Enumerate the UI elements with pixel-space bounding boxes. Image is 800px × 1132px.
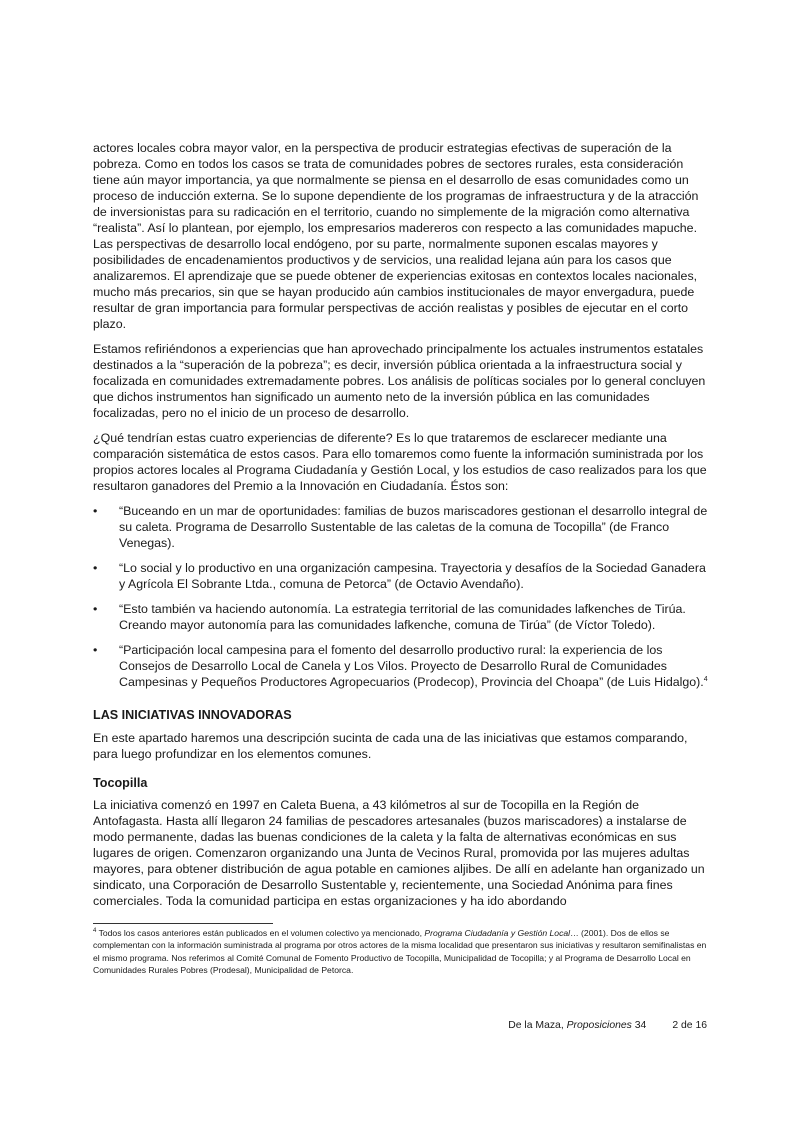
list-item-text: “Esto también va haciendo autonomía. La estrategia territorial de las comunidades lafkenches de Tirúa. Creando mayor autonomía para las comunidades lafkenche, comuna de Tirúa” (de Víctor Toledo).: [119, 602, 686, 632]
list-item-text: “Buceando en un mar de oportunidades: familias de buzos mariscadores gestionan el desarrollo integral de su caleta. Programa de Desarrollo Sustentable de las caletas de la comuna de Tocopilla” (de Franco Venegas).: [119, 504, 708, 550]
bullet-icon: •: [93, 643, 98, 657]
bullet-icon: •: [93, 602, 98, 616]
paragraph-2: Estamos refiriéndonos a experiencias que han aprovechado principalmente los actuales instrumentos estatales destinados a la “superación de la pobreza”; es decir, inversión pública orientada a la infraestructura social y focalizada en comunidades extremadamente pobres. Los análisis de políticas sociales por lo general concluyen que dichos instrumentos han significado un aumento neto de la inversión pública en las comunidades focalizadas, pero no el inicio de un proceso de desarrollo.: [93, 342, 706, 420]
footer-issue: 34: [631, 1020, 647, 1031]
paragraph-5: La iniciativa comenzó en 1997 en Caleta Buena, a 43 kilómetros al sur de Tocopilla en la Región de Antofagasta. Hasta allí llegaron 24 familias de pescadores artesanales (buzos mariscadores) a instalarse de modo permanente, dadas las buenas condiciones de la caleta y la falta de alternativas económicas en sus lugares de origen. Comenzaron organizando una Junta de Vecinos Rural, promovida por las mujeres adultas mayores, para obtener distribución de agua potable en camiones aljibes. De allí en adelante han organizado un sindicato, una Corporación de Desarrollo Sustentable y, recientemente, una Sociedad Anónima para fines comerciales. Toda la comunidad participa en estas organizaciones y ha ido abordando: [93, 798, 705, 908]
paragraph-4: En este apartado haremos una descripción sucinta de cada una de las iniciativas que estamos comparando, para luego profundizar en los elementos comunes.: [93, 731, 688, 761]
list-item-text: “Lo social y lo productivo en una organización campesina. Trayectoria y desafíos de la Sociedad Ganadera y Agrícola El Sobrante Ltda., comuna de Petorca” (de Octavio Avendaño).: [119, 561, 706, 591]
paragraph-1: actores locales cobra mayor valor, en la perspectiva de producir estrategias efectivas de superación de la pobreza. Como en todos los casos se trata de comunidades pobres de sectores rurales, esta consideración tiene aún mayor importancia, ya que normalmente se piensa en el desarrollo de esas comunidades como un proceso de inducción externa. Se lo supone dependiente de los programas de infraestructura y de la atracción de inversionistas para su radicación en el territorio, cuando no simplemente de la migración como alternativa “realista”. Así lo plantean, por ejemplo, los empresarios madereros con respecto a las comunidades mapuche. Las perspectivas de desarrollo local endógeno, por su parte, normalmente suponen escalas mayores y posibilidades de encadenamientos productivos y de servicios, una realidad lejana aún para los casos que analizaremos. El aprendizaje que se puede obtener de experiencias exitosas en contextos locales nacionales, mucho más precarios, sin que se hayan producido aún cambios institucionales de mayor envergadura, puede resultar de gran importancia para formular perspectivas de acción realistas y posibles de ejecutar en el corto plazo.: [93, 141, 699, 331]
footnote-text-pre: Todos los casos anteriores están publicados en el volumen colectivo ya mencionado,: [96, 928, 425, 938]
case-list: [93, 503, 711, 690]
footnote-number: 4: [93, 928, 97, 935]
footnote-reference[interactable]: 4: [703, 675, 708, 683]
page-number: 2 de 16: [672, 1020, 707, 1031]
footnote-separator: [93, 923, 273, 924]
bullet-icon: •: [93, 504, 98, 518]
footnote-title: Programa Ciudadanía y Gestión Local: [424, 928, 571, 938]
document-body: [93, 140, 711, 918]
page-footer: [0, 1020, 707, 1031]
bullet-icon: •: [93, 561, 98, 575]
list-item: [93, 560, 711, 592]
section-heading: LAS INICIATIVAS INNOVADORAS: [93, 708, 292, 722]
footnote: [93, 927, 713, 976]
list-item: [93, 642, 711, 690]
footnote-text-post: … (2001). Dos de ellos se complementan con la información suministrada al programa por otros actores de la misma localidad que presentaron sus iniciativas y resultaron semifinalistas en el mismo programa. Nos referimos al Comité Comunal de Fomento Productivo de Tocopilla, Municipalidad de Tocopilla; y al Programa de Desarrollo Local en Comunidades Rurales Pobres (Prodesal), Municipalidad de Petorca.: [93, 928, 707, 975]
paragraph-3: ¿Qué tendrían estas cuatro experiencias de diferente? Es lo que trataremos de esclarecer mediante una comparación sistemática de estos casos. Para ello tomaremos como fuente la información suministrada por los propios actores locales al Programa Ciudadanía y Gestión Local, y los estudios de caso realizados para los que resultaron ganadores del Premio a la Innovación en Ciudadanía. Éstos son:: [93, 431, 707, 493]
list-item: [93, 601, 711, 633]
list-item: [93, 503, 711, 551]
subsection-heading: Tocopilla: [93, 776, 148, 790]
footer-author: De la Maza,: [508, 1020, 567, 1031]
list-item-text: “Participación local campesina para el fomento del desarrollo productivo rural: la experiencia de los Consejos de Desarrollo Local de Canela y Los Vilos. Proyecto de Desarrollo Rural de Comunidades Campesinas y Pequeños Productores Agropecuarios (Prodecop), Provincia del Choapa” (de Luis Hidalgo).: [119, 643, 704, 689]
footer-journal: Proposiciones: [566, 1020, 632, 1031]
